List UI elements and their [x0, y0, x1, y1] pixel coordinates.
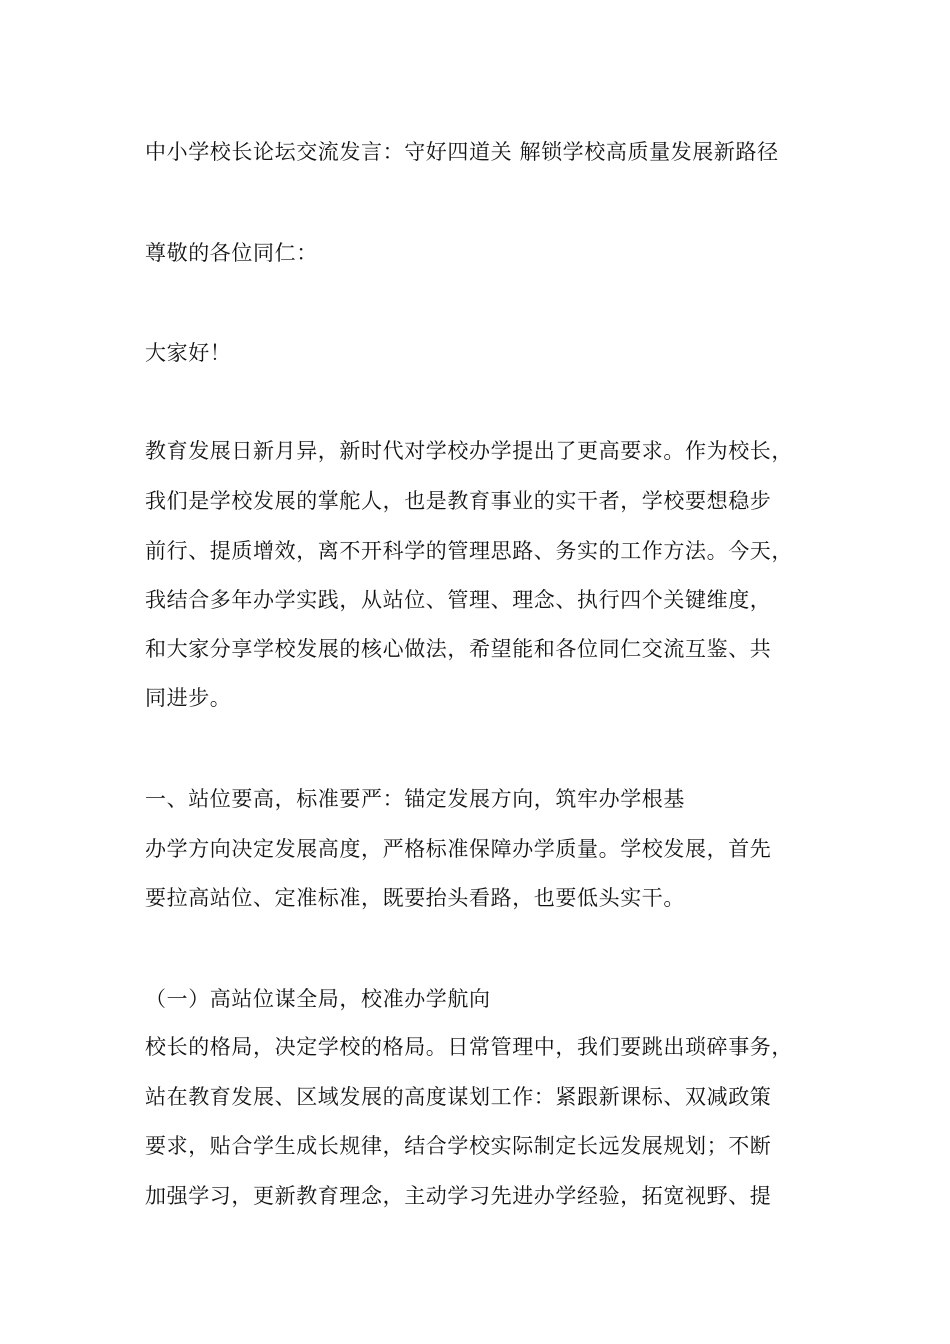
salutation: 尊敬的各位同仁： — [145, 241, 318, 265]
intro-line-2: 我们是学校发展的掌舵人，也是教育事业的实干者，学校要想稳步 — [145, 489, 772, 513]
intro-line-4: 我结合多年办学实践，从站位、管理、理念、执行四个关键维度， — [145, 588, 772, 612]
subsection-1-body-line-1: 校长的格局，决定学校的格局。日常管理中，我们要跳出琐碎事务， — [145, 1035, 793, 1059]
subsection-1-body-line-4: 加强学习，更新教育理念，主动学习先进办学经验，拓宽视野、提 — [145, 1184, 772, 1208]
section-1-body-line-1: 办学方向决定发展高度，严格标准保障办学质量。学校发展，首先 — [145, 837, 772, 861]
subsection-1-heading: （一）高站位谋全局，校准办学航向 — [145, 987, 491, 1011]
intro-line-3: 前行、提质增效，离不开科学的管理思路、务实的工作方法。今天， — [145, 539, 793, 563]
subsection-1-body-line-2: 站在教育发展、区域发展的高度谋划工作：紧跟新课标、双减政策 — [145, 1085, 772, 1109]
section-1-body-line-2: 要拉高站位、定准标准，既要抬头看路，也要低头实干。 — [145, 886, 685, 910]
intro-line-5: 和大家分享学校发展的核心做法，希望能和各位同仁交流互鉴、共 — [145, 637, 772, 661]
section-1-heading: 一、站位要高，标准要严：锚定发展方向，筑牢办学根基 — [145, 787, 685, 811]
document-title: 中小学校长论坛交流发言：守好四道关 解锁学校高质量发展新路径 — [145, 140, 779, 164]
subsection-1-body-line-3: 要求，贴合学生成长规律，结合学校实际制定长远发展规划；不断 — [145, 1134, 772, 1158]
greeting: 大家好！ — [145, 341, 232, 365]
intro-line-1: 教育发展日新月异，新时代对学校办学提出了更高要求。作为校长， — [145, 439, 793, 463]
intro-line-6: 同进步。 — [145, 686, 232, 710]
